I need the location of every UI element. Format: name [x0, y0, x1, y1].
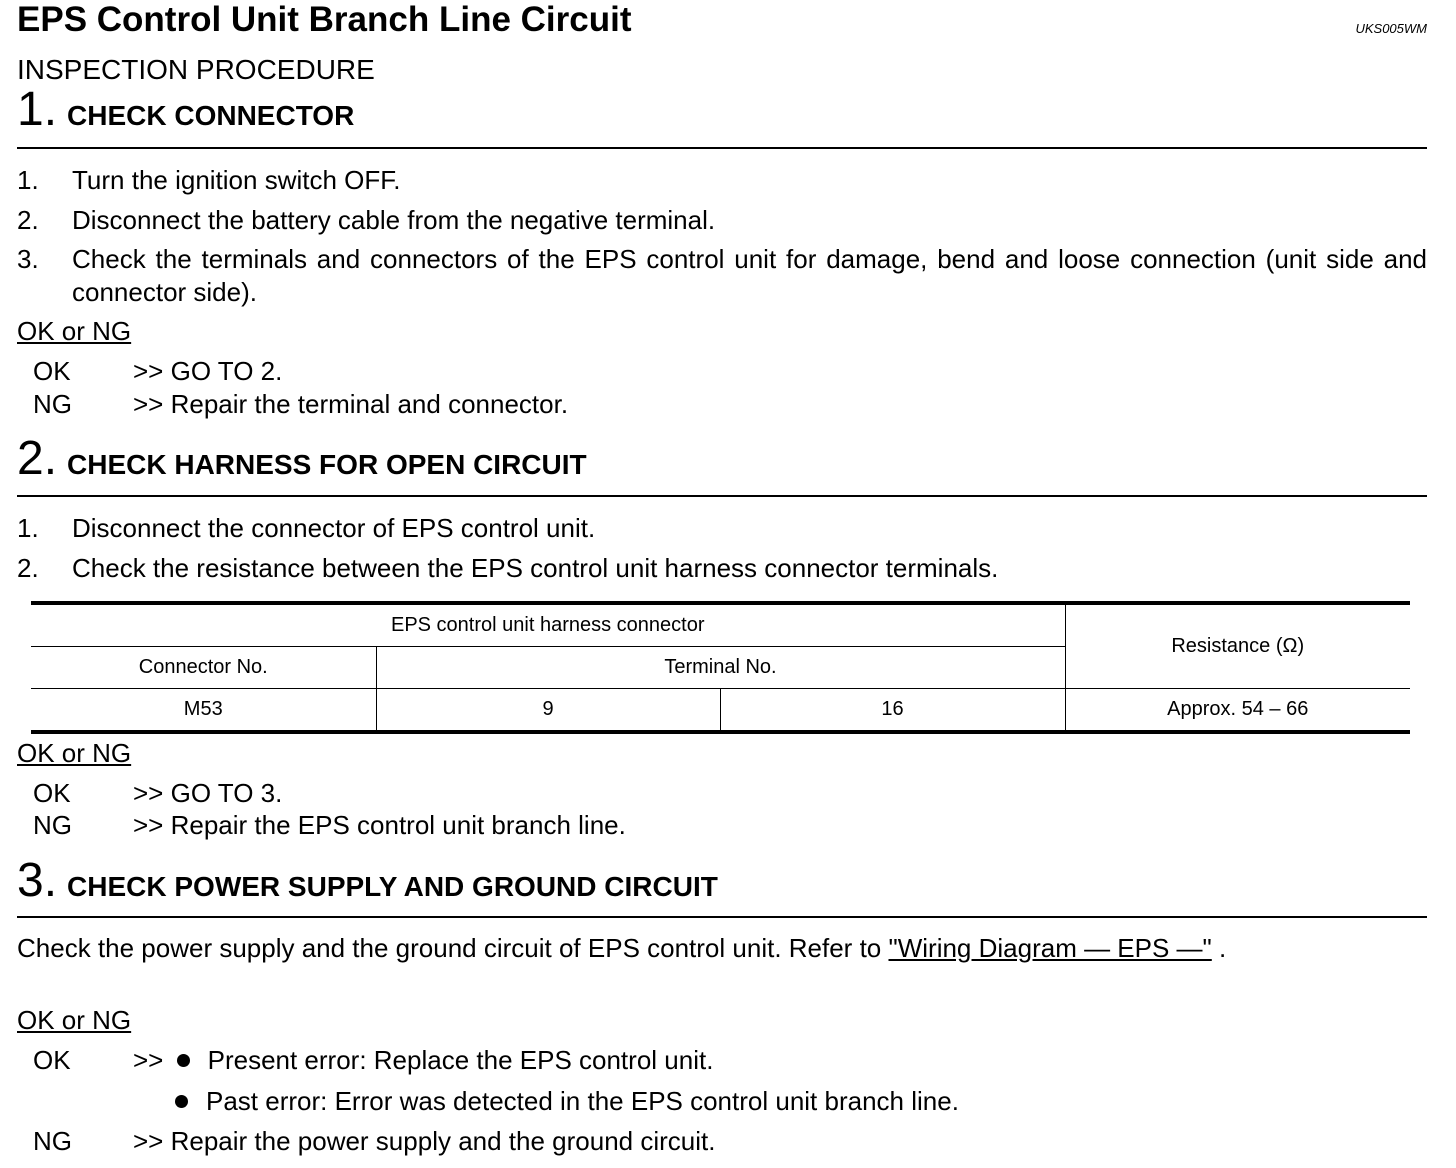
list-text: Check the terminals and connectors of the EPS control unit for damage, bend and loose connection (unit side and connector side).: [72, 244, 1427, 307]
list-number: 1.: [17, 165, 39, 195]
table-cell-terminal-a: 9: [376, 689, 720, 733]
step-1-heading: [17, 82, 354, 137]
table-terminal-header: Terminal No.: [376, 647, 1065, 689]
list-text: Check the resistance between the EPS control unit harness connector terminals.: [72, 553, 999, 583]
document-code: UKS005WM: [1355, 21, 1427, 36]
result-code: NG: [33, 389, 72, 419]
list-item: [17, 164, 401, 196]
table-group-header: EPS control unit harness connector: [31, 603, 1065, 647]
list-number: 2.: [17, 205, 39, 235]
list-item: [17, 552, 998, 584]
result-text: Past error: Error was detected in the EPS control unit branch line.: [206, 1086, 959, 1116]
result-ng: [33, 389, 568, 420]
divider: [17, 916, 1427, 918]
result-ok: [33, 356, 282, 387]
result-ok: [33, 778, 282, 809]
page-title: EPS Control Unit Branch Line Circuit: [17, 0, 632, 39]
list-item: [17, 243, 1427, 309]
ok-or-ng-label: OK or NG: [17, 738, 132, 768]
step-title: CHECK POWER SUPPLY AND GROUND CIRCUIT: [67, 871, 718, 902]
list-number: 2.: [17, 553, 39, 583]
result-code: OK: [33, 1045, 71, 1075]
result-code: NG: [33, 810, 72, 840]
wiring-diagram-link[interactable]: "Wiring Diagram — EPS —": [888, 933, 1212, 963]
table-cell-resistance: Approx. 54 – 66: [1065, 689, 1410, 733]
result-ng: [33, 1126, 715, 1157]
result-code: NG: [33, 1126, 72, 1156]
table-cell-connector: M53: [31, 689, 376, 733]
table-cell-terminal-b: 16: [720, 689, 1065, 733]
result-ok-continued: [175, 1086, 959, 1117]
step-number: 2.: [17, 432, 58, 485]
step-title: CHECK CONNECTOR: [67, 100, 355, 131]
table-connector-header: Connector No.: [31, 647, 376, 689]
paragraph-text: Check the power supply and the ground circuit of EPS control unit. Refer to: [17, 933, 889, 963]
list-text: Turn the ignition switch OFF.: [72, 165, 401, 195]
step-title: CHECK HARNESS FOR OPEN CIRCUIT: [67, 449, 587, 480]
result-text: >> Repair the terminal and connector.: [133, 389, 569, 419]
step-2-heading: [17, 431, 587, 486]
result-arrow: >>: [133, 1045, 164, 1075]
list-item: [17, 512, 595, 544]
result-ng: [33, 810, 626, 841]
bullet-icon: [177, 1054, 190, 1067]
list-text: Disconnect the connector of EPS control unit.: [72, 513, 596, 543]
step-number: 3.: [17, 854, 58, 907]
ok-or-ng-label: OK or NG: [17, 316, 132, 346]
procedure-heading: INSPECTION PROCEDURE: [17, 54, 375, 85]
step-number: 1.: [17, 83, 58, 136]
result-code: OK: [33, 356, 71, 386]
list-text: Disconnect the battery cable from the negative terminal.: [72, 205, 716, 235]
result-text: >> Repair the power supply and the ground circuit.: [133, 1126, 716, 1156]
table-resistance-header: Resistance (Ω): [1065, 603, 1410, 689]
ok-or-ng-label: OK or NG: [17, 1005, 132, 1035]
bullet-icon: [175, 1095, 188, 1108]
result-text: >> GO TO 2.: [133, 356, 283, 386]
paragraph-end: .: [1211, 933, 1227, 963]
result-text: Present error: Replace the EPS control unit.: [207, 1045, 714, 1075]
instruction-paragraph: [17, 932, 1347, 965]
result-text: >> Repair the EPS control unit branch line.: [133, 810, 626, 840]
list-number: 1.: [17, 513, 39, 543]
resistance-table: [31, 601, 1410, 734]
list-item: [17, 204, 715, 236]
divider: [17, 147, 1427, 149]
list-number: 3.: [17, 244, 39, 274]
divider: [17, 495, 1427, 497]
result-text: >> GO TO 3.: [133, 778, 283, 808]
result-code: OK: [33, 778, 71, 808]
result-ok: [33, 1045, 713, 1076]
step-3-heading: [17, 853, 718, 908]
